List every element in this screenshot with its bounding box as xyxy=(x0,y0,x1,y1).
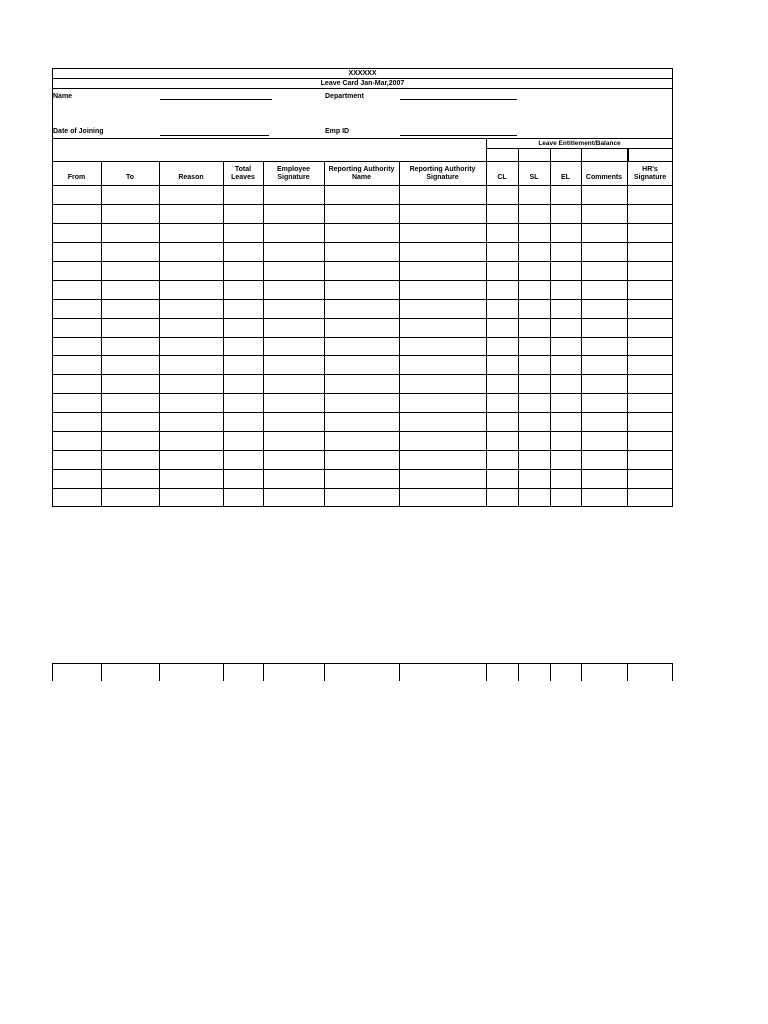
emp-id-field[interactable] xyxy=(400,135,517,136)
column-divider xyxy=(159,663,160,681)
form-title: Leave Card Jan-Mar,2007 xyxy=(320,80,405,87)
column-divider xyxy=(263,161,264,507)
table-row[interactable] xyxy=(52,223,673,224)
col-header-sl: SL xyxy=(529,174,539,181)
name-label: Name xyxy=(53,93,73,100)
column-divider xyxy=(672,663,673,681)
column-divider xyxy=(486,161,487,507)
col-header-to: To xyxy=(125,174,135,181)
col-header-cl: CL xyxy=(497,174,507,181)
date-of-joining-label: Date of Joining xyxy=(53,128,104,135)
column-divider xyxy=(159,161,160,507)
col-header-comments: Comments xyxy=(585,174,623,181)
table-row[interactable] xyxy=(52,318,673,319)
divider xyxy=(627,148,629,161)
column-divider xyxy=(324,161,325,507)
column-divider xyxy=(324,663,325,681)
table-row[interactable] xyxy=(52,337,673,338)
leave-entitlement-header: Leave Entitlement/Balance xyxy=(538,140,621,147)
column-divider xyxy=(399,663,400,681)
table-row[interactable] xyxy=(52,299,673,300)
col-header-el: EL xyxy=(561,174,570,181)
column-divider xyxy=(550,161,551,507)
table-row[interactable] xyxy=(52,412,673,413)
divider xyxy=(52,138,673,139)
column-divider xyxy=(550,663,551,681)
column-divider xyxy=(518,161,519,507)
table-row[interactable] xyxy=(52,393,673,394)
divider xyxy=(52,88,673,89)
divider xyxy=(52,185,673,186)
table-row[interactable] xyxy=(52,261,673,262)
column-divider xyxy=(581,161,582,507)
divider xyxy=(52,663,673,664)
col-header-total-leaves: Total Leaves xyxy=(231,166,255,181)
table-row[interactable] xyxy=(52,280,673,281)
department-field[interactable] xyxy=(400,99,517,100)
col-header-hr-signature: HR's Signature xyxy=(633,166,667,181)
table-row[interactable] xyxy=(52,488,673,489)
column-divider xyxy=(581,663,582,681)
col-header-from: From xyxy=(67,174,86,181)
emp-id-label: Emp ID xyxy=(325,128,350,135)
col-header-reporting-authority-signature: Reporting Authority Signature xyxy=(409,166,476,181)
col-header-reason: Reason xyxy=(178,174,204,181)
divider xyxy=(518,148,519,161)
column-divider xyxy=(399,161,400,507)
form-border xyxy=(52,68,673,507)
table-row[interactable] xyxy=(52,204,673,205)
column-divider xyxy=(101,663,102,681)
column-divider xyxy=(486,663,487,681)
column-divider xyxy=(263,663,264,681)
date-of-joining-field[interactable] xyxy=(160,135,269,136)
table-row[interactable] xyxy=(52,450,673,451)
table-row[interactable] xyxy=(52,242,673,243)
table-row[interactable] xyxy=(52,374,673,375)
column-divider xyxy=(52,663,53,681)
column-divider xyxy=(223,663,224,681)
divider xyxy=(52,78,673,79)
column-divider xyxy=(223,161,224,507)
col-header-employee-signature: Employee Signature xyxy=(276,166,311,181)
name-field[interactable] xyxy=(160,99,272,100)
department-label: Department xyxy=(325,93,364,100)
table-row[interactable] xyxy=(52,431,673,432)
table-row[interactable] xyxy=(52,355,673,356)
divider xyxy=(581,148,582,161)
table-row[interactable] xyxy=(52,469,673,470)
column-divider xyxy=(627,161,628,507)
column-divider xyxy=(101,161,102,507)
column-divider xyxy=(627,663,628,681)
col-header-reporting-authority-name: Reporting Authority Name xyxy=(328,166,395,181)
column-divider xyxy=(518,663,519,681)
divider xyxy=(550,148,551,161)
divider xyxy=(486,148,673,149)
company-name: XXXXXX xyxy=(348,70,377,77)
